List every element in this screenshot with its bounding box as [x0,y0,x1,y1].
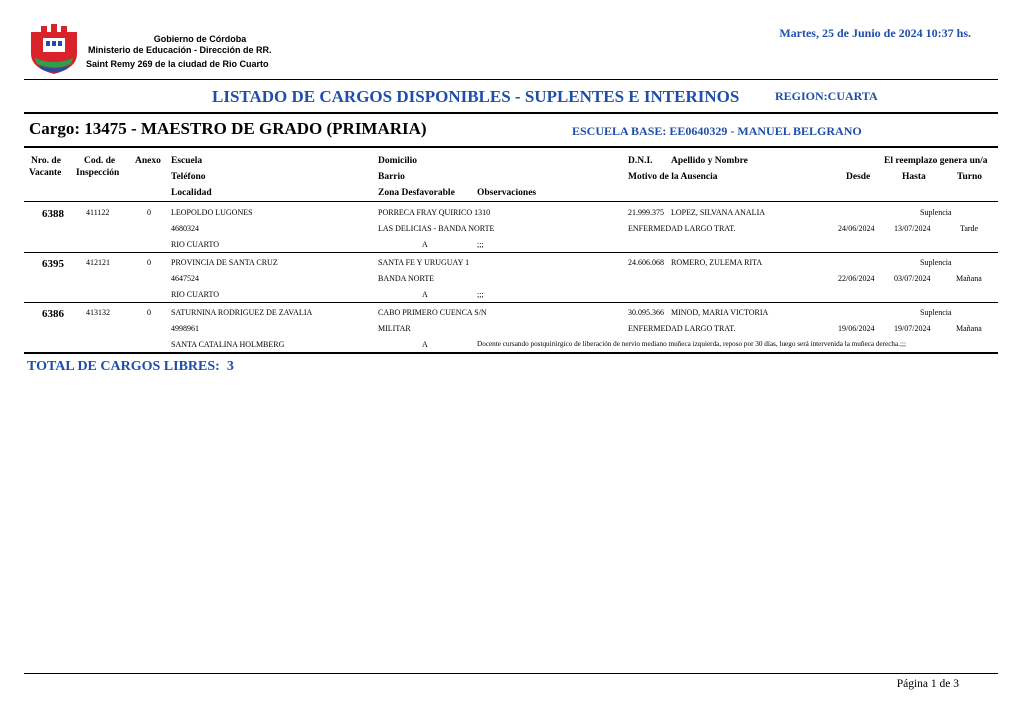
org-government: Gobierno de Córdoba [153,34,247,44]
domicilio: CABO PRIMERO CUENCA S/N [378,308,487,317]
report-title: LISTADO DE CARGOS DISPONIBLES - SUPLENTES E INTERINOS [212,87,740,106]
vacante-number: 6395 [42,258,64,270]
escuela: SATURNINA RODRIGUEZ DE ZAVALIA [171,308,313,317]
cod-inspeccion: 413132 [86,308,110,317]
title-divider [24,112,998,114]
page-number: Página 1 de 3 [896,678,959,690]
dni: 24.606.068 [628,258,664,267]
report-datetime: Martes, 25 de Junio de 2024 10:37 hs. [779,26,971,40]
col-cod-inspeccion-2: Inspección [76,168,120,178]
col-dni: D.N.I. [628,156,653,166]
apellido-nombre: MINOD, MARIA VICTORIA [671,308,769,317]
org-address: Saint Remy 269 de la ciudad de Rio Cuarto [86,59,269,69]
vacante-number: 6388 [42,208,64,220]
apellido-nombre: LOPEZ, SILVANA ANALIA [671,208,766,217]
dni: 21.999.375 [628,208,664,217]
turno: Tarde [960,224,979,233]
fecha-hasta: 03/07/2024 [894,274,931,283]
escuela: LEOPOLDO LUGONES [171,208,253,217]
fecha-desde: 22/06/2024 [838,274,875,283]
fecha-hasta: 13/07/2024 [894,224,931,233]
col-turno: Turno [957,172,982,182]
observaciones: Docente cursando postquirúrgico de liberación de nervio mediano muñeca izquierda, reposo por 30 días, luego será intervenida la muñeca derecha.;;; [477,340,906,348]
turno: Mañana [956,324,982,333]
vacante-number: 6386 [42,308,64,320]
col-domicilio: Domicilio [378,156,418,166]
footer-divider [24,673,998,674]
header-row-divider [24,201,998,202]
turno: Mañana [956,274,982,283]
row-divider [24,252,998,253]
telefono: 4680324 [171,224,199,233]
anexo: 0 [147,308,151,317]
col-desde: Desde [846,172,871,182]
escuela-base: ESCUELA BASE: EE0640329 - MANUEL BELGRANO [572,124,862,138]
localidad: RIO CUARTO [171,290,220,299]
col-hasta: Hasta [902,172,926,182]
col-reemplazo: El reemplazo genera un/a [884,156,988,166]
escuela: PROVINCIA DE SANTA CRUZ [171,258,278,267]
anexo: 0 [147,258,151,267]
motivo-ausencia: ENFERMEDAD LARGO TRAT. [628,224,736,233]
col-localidad: Localidad [171,188,212,198]
cod-inspeccion: 412121 [86,258,110,267]
cod-inspeccion: 411122 [86,208,110,217]
observaciones: ;;; [477,290,484,299]
cargo-heading: Cargo: 13475 - MAESTRO DE GRADO (PRIMARIA) [29,119,427,138]
anexo: 0 [147,208,151,217]
total-cargos-libres: TOTAL DE CARGOS LIBRES: 3 [27,359,234,374]
table-bottom-divider [24,352,998,354]
fecha-desde: 24/06/2024 [838,224,875,233]
col-apellido-nombre: Apellido y Nombre [671,156,748,166]
col-telefono: Teléfono [171,172,206,182]
zona-desfavorable: A [422,240,428,249]
col-barrio: Barrio [378,172,405,182]
zona-desfavorable: A [422,340,428,349]
col-nro-vacante-2: Vacante [29,168,62,178]
domicilio: PORRECA FRAY QUIRICO 1310 [378,208,491,217]
header-divider [24,79,998,80]
tipo-reemplazo: Suplencia [920,208,952,217]
cordoba-coat-of-arms-logo [27,24,81,78]
motivo-ausencia: ENFERMEDAD LARGO TRAT. [628,324,736,333]
col-observaciones: Observaciones [477,188,537,198]
domicilio: SANTA FE Y URUGUAY 1 [378,258,470,267]
zona-desfavorable: A [422,290,428,299]
col-cod-inspeccion-1: Cod. de [84,156,116,166]
tipo-reemplazo: Suplencia [920,258,952,267]
localidad: RIO CUARTO [171,240,220,249]
col-nro-vacante-1: Nro. de [31,156,61,166]
telefono: 4998961 [171,324,199,333]
col-anexo: Anexo [135,156,161,166]
col-escuela: Escuela [171,156,203,166]
observaciones: ;;; [477,240,484,249]
row-divider [24,302,998,303]
dni: 30.095.366 [628,308,664,317]
region-label: REGION:CUARTA [775,89,878,103]
telefono: 4647524 [171,274,199,283]
apellido-nombre: ROMERO, ZULEMA RITA [671,258,763,267]
barrio: LAS DELICIAS - BANDA NORTE [378,224,495,233]
localidad: SANTA CATALINA HOLMBERG [171,340,285,349]
barrio: MILITAR [378,324,411,333]
fecha-desde: 19/06/2024 [838,324,875,333]
org-ministry: Ministerio de Educación - Dirección de RR. [88,45,272,55]
barrio: BANDA NORTE [378,274,435,283]
cargo-divider [24,146,998,148]
col-motivo: Motivo de la Ausencia [628,172,718,182]
fecha-hasta: 19/07/2024 [894,324,931,333]
col-zona-desfavorable: Zona Desfavorable [378,188,455,198]
tipo-reemplazo: Suplencia [920,308,952,317]
